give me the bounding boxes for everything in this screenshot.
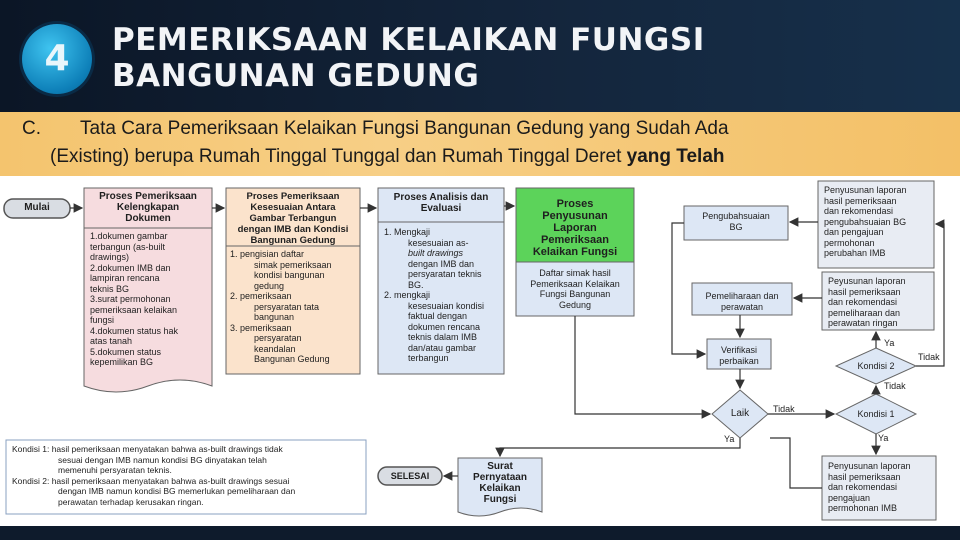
note-line: dengan IMB namun kondisi BG memerlukan pemeliharaan dan [58,486,296,496]
box3-title-line: Evaluasi [420,203,462,214]
decision-laik-label: Laik [730,408,750,419]
subtitle-line-2 [50,146,725,168]
box2-item: 3. pemeriksaan [230,322,292,333]
box1-item: 3.surat permohonan [90,294,171,304]
box2-title [227,191,359,246]
subtitle-line-2-bold: yang Telah [626,146,725,167]
action3-label [707,345,771,366]
decision-kondisi2-label: Kondisi 2 [857,361,895,371]
box2-item: persyaratan tata [254,301,320,312]
report2-line: perawatan ringan [828,318,898,328]
box3-title [379,192,503,214]
report2-line: hasil pemeriksaan [828,286,901,297]
box1-item: fungsi [90,315,115,325]
label-ya-laik: Ya [724,434,735,444]
box2-title-line: dengan IMB dan Kondisi [237,224,349,235]
box3-item: teknis dalam IMB [408,332,478,342]
box3-item: 2. mengkaji [384,290,431,300]
report1-line: hasil pemeriksaan [824,195,897,206]
box3-item: 1. Mengkaji [384,227,431,237]
box4-title [517,198,633,258]
box1-item: 2.dokumen IMB dan [90,262,171,273]
action1-line: BG [729,221,743,232]
box2-item: Bangunan Gedung [254,354,330,364]
section-number: 4 [44,38,70,79]
box4-items [517,268,633,310]
box4-title-line: Laporan [553,222,597,234]
label-ya-kondisi1: Ya [878,433,889,443]
box4-item: Pemeriksaan Kelaikan [530,278,620,289]
report3-line: Penyusunan laporan [828,461,911,471]
box1-item: pemeriksaan kelaikan [90,304,178,315]
box2-item: kondisi bangunan [254,270,325,280]
box2-item: 2. pemeriksaan [230,291,292,301]
start-label: Mulai [24,202,50,213]
box3-item: kesesuaian kondisi [408,300,485,311]
box1-title-line: Proses Pemeriksaan [99,191,197,202]
final-doc-line: Fungsi [483,494,517,505]
box3-title-line: Proses Analisis dan [393,192,489,203]
report3-line: dan rekomendasi [828,482,898,492]
box3-item: kesesuaian as- [408,237,469,248]
label-ya-kondisi2: Ya [884,338,895,348]
subtitle-letter: C. [22,118,41,139]
box3-item: faktual dengan [408,311,468,321]
box1-item: 4.dokumen status hak [90,325,179,336]
box3-item: BG. [408,279,424,290]
report1-line: Penyusunan laporan [824,185,907,195]
box1-item: teknis BG [90,283,130,294]
conditions-note [12,444,362,507]
section-number-badge [22,24,92,94]
box3-item: dengan IMB dan [408,258,475,269]
label-tidak-kondisi1: Tidak [884,381,906,391]
box4-title-line: Proses [556,198,594,210]
report1-line: perubahan IMB [824,248,886,258]
action2-label [692,291,792,312]
report2-text [828,276,932,329]
report3-line: permohonan IMB [828,503,898,513]
report2-line: dan rekomendasi [828,297,898,307]
box3-item: built drawings [408,248,464,258]
box1-title [86,191,210,224]
final-doc-line: Pernyataan [473,472,527,483]
report1-line: dan pengajuan [824,227,884,237]
box2-item: bangunan [254,312,295,322]
box3-item: dan/atau gambar [408,342,477,353]
box1-item: lampiran rencana [90,273,160,283]
box3-item: persyaratan teknis [408,269,482,279]
decision-kondisi1-label: Kondisi 1 [857,409,895,419]
box1-item: drawings) [90,252,130,262]
box4-title-line: Pemeriksaan [541,234,609,246]
box1-item: atas tanah [90,336,133,346]
note-line: Kondisi 2: hasil pemeriksaan menyatakan bahwa as-built drawings sesuai [12,475,290,486]
box4-item: Daftar simak hasil [539,268,611,278]
box3-items [384,227,502,364]
box2-items [230,249,358,365]
box2-item: persyaratan [254,333,302,343]
report3-line: pengajuan [828,492,871,503]
box4-title-line: Kelaikan Fungsi [532,246,618,258]
action3-line: perbaikan [719,355,759,366]
action2-line: perawatan [720,301,764,312]
report1-line: pengubahsuaian BG [824,216,907,227]
box1-item: kepemilikan BG [90,357,154,367]
box1-item: 5.dokumen status [90,346,162,357]
note-line: sesuai dengan IMB namun kondisi BG dinyatakan telah [58,454,267,465]
page-title-line-2: BANGUNAN GEDUNG [112,58,480,94]
final-doc-line: Surat [487,461,513,472]
subtitle-line-2-regular: (Existing) berupa Rumah Tinggal Tunggal dan Rumah Tinggal Deret [50,146,627,167]
note-line: perawatan terhadap kerusakan ringan. [58,496,204,507]
report3-line: hasil pemeriksaan [828,471,901,482]
box2-title-line: Kesesuaian Antara [250,202,336,213]
report1-text [824,185,932,259]
label-tidak-kondisi2: Tidak [918,352,940,362]
subtitle-line-1: Tata Cara Pemeriksaan Kelaikan Fungsi Bangunan Gedung yang Sudah Ada [80,118,729,139]
action2-line: Pemeliharaan dan [705,291,779,301]
box2-item: simak pemeriksaan [254,259,332,270]
report3-text [828,461,934,514]
bottom-strip [0,526,960,540]
box1-item: 1.dokumen gambar [90,231,168,241]
final-doc-label [458,461,542,505]
action1-line: Pengubahsuaian [702,211,770,221]
box2-title-line: Proses Pemeriksaan [246,191,340,202]
box1-title-line: Dokumen [125,213,171,224]
report2-line: pemeliharaan dan [828,307,901,318]
final-doc-line: Kelaikan [479,483,521,494]
report1-line: dan rekomendasi [824,206,894,216]
note-line: memenuhi persyaratan teknis. [58,465,172,475]
label-tidak-laik: Tidak [773,404,795,414]
box1-title-line: Kelengkapan [116,202,180,213]
box2-item: keandalan [254,343,296,354]
action3-line: Verifikasi [720,345,757,355]
box1-item: terbangun (as-built [90,241,166,252]
box3-item: dokumen rencana [408,321,481,332]
box2-title-line: Bangunan Gedung [250,235,336,246]
box3-item: terbangun [408,353,449,363]
box2-item: gedung [254,280,285,291]
report2-line: Peyusunan laporan [828,276,906,286]
page-title-line-1: PEMERIKSAAN KELAIKAN FUNGSI [112,22,705,58]
note-line: Kondisi 1: hasil pemeriksaan menyatakan bahwa as-built drawings tidak [12,444,283,454]
box4-title-line: Penyusunan [542,210,608,222]
box2-item: 1. pengisian daftar [230,249,305,259]
end-label: SELESAI [390,471,430,481]
box2-title-line: Gambar Terbangun [249,213,337,224]
action1-label [684,211,788,232]
box1-items [90,231,210,368]
box4-item: Fungsi Bangunan [539,289,611,299]
box4-item: Gedung [558,299,592,310]
report1-line: permohonan [824,237,875,248]
